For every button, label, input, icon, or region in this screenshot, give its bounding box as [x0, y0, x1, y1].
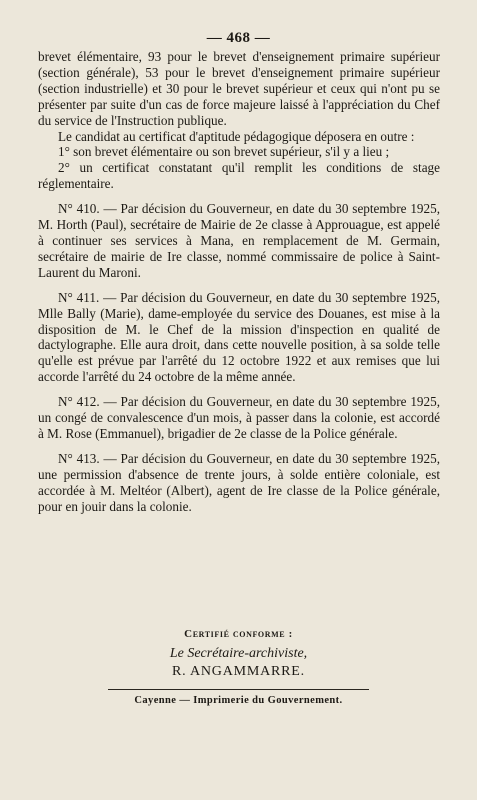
certification-line: Certifié conforme : [184, 628, 293, 640]
paragraph: 1° son brevet élémentaire ou son brevet supérieur, s'il y a lieu ; [58, 144, 390, 160]
decision-413: N° 413. — Par décision du Gouverneur, en date du 30 septembre 1925, une permission d'absence de trente jours, à solde entière coloniale, est accordée à M. Meltéor (Albert), agent de Ire classe de la Police générale, pour en jouir dans la colonie. [38, 450, 440, 514]
decision-411: N° 411. — Par décision du Gouverneur, en date du 30 septembre 1925, Mlle Bally (Marie), dame-employée du service des Douanes, est mise à la disposition de M. le Chef de la mission d'inspection en qualité de dactylographe. Elle aura droit, dans cette nouvelle position, à sa solde telle qu'elle est prévue par l'arrêté du 12 octobre 1922 et aux remises que lui accorde l'arrêté du 24 octobre de la même année. [38, 289, 440, 385]
signatory-name: R. ANGAMMARRE. [172, 664, 305, 679]
paragraph: 2° un certificat constatant qu'il remplit les conditions de stage réglementaire. [38, 160, 440, 192]
paragraph: brevet élémentaire, 93 pour le brevet d'enseignement primaire supérieur (section générale), 53 pour le brevet d'enseignement primaire supérieur (section industrielle) et 30 pour le brevet supérieur et ceux qui n'ont pu se présenter par suite d'un cas de force majeure laissé à l'appréciation du Chef du service de l'Instruction publique. [38, 49, 440, 128]
page-body [38, 49, 440, 514]
signatory-role: Le Secrétaire-archiviste, [169, 646, 308, 661]
printer-footer: Cayenne — Imprimerie du Gouvernement. [134, 695, 343, 706]
paragraph: Le candidat au certificat d'aptitude pédagogique déposera en outre : [58, 128, 415, 144]
decision-410: N° 410. — Par décision du Gouverneur, en date du 30 septembre 1925, M. Horth (Paul), secrétaire de Mairie de 2e classe à Approuague, est appelé à continuer ses services à Mana, en remplacement de M. Germain, secrétaire de mairie de Ire classe, nommé commissaire de police à Saint-Laurent du Maroni. [38, 201, 440, 280]
decision-412: N° 412. — Par décision du Gouverneur, en date du 30 septembre 1925, un congé de convalescence d'un mois, à passer dans la colonie, est accordé à M. Rose (Emmanuel), brigadier de 2e classe de la Police générale. [38, 394, 440, 441]
footer-divider [108, 689, 369, 690]
page-number: — 468 — [206, 30, 271, 46]
